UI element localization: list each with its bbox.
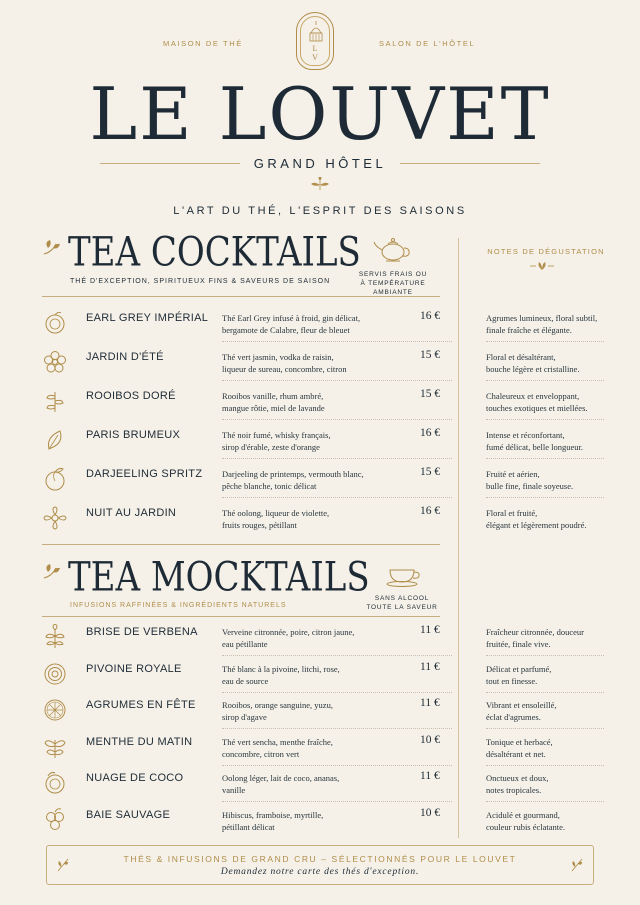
menu-row [42,505,602,543]
drink-price: 16 € [420,505,441,517]
row-dotted-divider [222,419,452,420]
drink-description [222,736,412,760]
drink-description [222,429,412,453]
menu-row [42,697,602,735]
tasting-note-line2: fumé délicat, belle longueur. [486,442,584,452]
tasting-note [486,351,606,375]
leaf-icon [42,427,68,453]
drink-description [222,351,412,375]
drink-description-line1: Verveine citronnée, poire, citron jaune, [222,627,355,637]
drink-description-line2: pêche blanche, tonic délicat [222,481,317,491]
tasting-note-line1: Onctueux et doux, [486,773,549,783]
tasting-note-line2: couleur rubis éclatante. [486,821,566,832]
tasting-note-line2: bouche légère et cristalline. [486,364,580,374]
dome-icon [308,21,324,43]
cocktails-title: TEA COCKTAILS [68,228,361,277]
tasting-note-line1: Vibrant et ensoleillé, [486,700,557,710]
drink-price: 15 € [420,349,441,361]
drink-description-line1: Thé Earl Grey infusé à froid, gin délicat, [222,313,361,323]
menu-row [42,807,602,845]
drink-description-line1: Hibiscus, framboise, myrtille, [222,809,324,820]
tasting-note-line2: notes tropicales. [486,785,542,795]
row-dotted-divider [222,341,452,342]
tasting-note-line2: bulle fine, finale soyeuse. [486,481,574,491]
drink-description-line1: Oolong léger, lait de coco, ananas, [222,773,340,783]
drink-description [222,772,412,796]
drink-description-line1: Thé vert jasmin, vodka de raisin, [222,352,334,362]
menu-row [42,770,602,808]
tasting-note [486,468,606,492]
mocktails-title: TEA MOCKTAILS [68,553,370,602]
tasting-note [486,429,606,453]
coconut-icon [42,770,68,796]
drink-name: EARL GREY IMPÉRIAL [86,312,209,324]
tagline: L'ART DU THÉ, L'ESPRIT DES SAISONS [173,205,467,217]
section-separator [42,544,440,545]
tasting-note [486,699,606,723]
drink-name: NUAGE DE COCO [86,772,184,784]
drink-description [222,507,412,531]
teapot-icon [372,234,414,264]
salon-label: SALON DE L'HÔTEL [379,39,476,48]
drink-price: 15 € [420,466,441,478]
drink-description [222,468,412,492]
footer-line2: Demandez notre carte des thés d'exception. [220,867,420,877]
mocktails-service-line1: SANS ALCOOL [374,595,430,602]
note-dotted-divider [486,497,604,498]
drink-name: NUIT AU JARDIN [86,507,177,519]
drink-description-line2: concombre, citron vert [222,748,300,759]
tasting-note-line2: fruitée, finale vive. [486,639,551,649]
notes-heading: NOTES DE DÉGUSTATION [487,247,605,256]
teacup-icon [384,562,424,588]
note-dotted-divider [486,341,604,342]
flower-icon [42,349,68,375]
drink-price: 11 € [420,660,440,673]
tasting-note-line1: Floral et fruité, [486,508,538,518]
drink-name: MENTHE DU MATIN [86,735,193,748]
menu-row [42,661,602,699]
drink-name: PIVOINE ROYALE [86,662,182,675]
note-dotted-divider [486,655,604,656]
note-dotted-divider [486,728,604,729]
tasting-note [486,626,606,650]
orange-slice-icon [42,697,68,723]
mocktails-subtitle: INFUSIONS RAFFINÉES & INGRÉDIENTS NATURELS [70,602,287,609]
drink-description [222,312,412,336]
crest-letter-v: V [312,53,318,62]
drink-description [222,809,412,833]
drink-description-line2: eau de source [222,675,269,686]
row-dotted-divider [222,458,452,459]
row-dotted-divider [222,801,452,802]
drink-description-line2: liqueur de sureau, concombre, citron [222,364,347,374]
drink-name: PARIS BRUMEUX [86,429,181,441]
berries-icon [42,807,68,833]
note-dotted-divider [486,419,604,420]
drink-description-line1: Thé blanc à la pivoine, litchi, rose, [222,663,340,674]
menu-row [42,734,602,772]
drink-name: BRISE DE VERBENA [86,626,198,638]
drink-description-line2: sirop d'érable, zeste d'orange [222,442,320,452]
drink-description-line2: sirop d'agave [222,712,267,722]
footer-frame [46,845,594,885]
drink-description [222,626,412,650]
drink-price: 15 € [420,388,441,400]
notes-ornament-icon [530,260,554,272]
cocktails-service-line2: À TEMPÉRATURE AMBIANTE [360,280,426,296]
crest-emblem [296,12,334,70]
row-dotted-divider [222,692,452,693]
drink-description-line1: Thé vert sencha, menthe fraîche, [222,736,333,747]
section-leaf-icon [42,562,62,580]
menu-row [42,624,602,662]
mint-icon [42,734,68,760]
row-dotted-divider [222,728,452,729]
tasting-note-line2: éclat d'agrumes. [486,712,541,722]
tasting-note [486,809,606,833]
cocktails-service-note [340,270,446,297]
tasting-note-line1: Délicat et parfumé, [486,663,552,674]
brand-title: LE LOUVET [89,72,551,156]
mocktails-service-note [350,594,454,612]
tasting-note-line1: Acidulé et gourmand, [486,809,560,820]
drink-price: 16 € [420,310,441,322]
tasting-note [486,736,606,760]
leaf-sprig-icon [42,388,68,414]
menu-row [42,310,602,348]
row-dotted-divider [222,655,452,656]
tasting-note [486,507,606,531]
row-dotted-divider [222,380,452,381]
mocktails-rule [42,616,440,617]
tasting-note-line2: élégant et légèrement poudré. [486,520,587,530]
drink-description-line2: fruits rouges, pétillant [222,520,297,530]
drink-description-line1: Rooibos vanille, rhum ambré, [222,391,324,401]
row-dotted-divider [222,497,452,498]
drink-description-line1: Thé noir fumé, whisky français, [222,430,331,440]
tasting-note [486,312,606,336]
menu-row [42,388,602,426]
menu-row [42,427,602,465]
tasting-note-line1: Intense et réconfortant, [486,430,565,440]
drink-name: JARDIN D'ÉTÉ [86,351,164,363]
drink-description-line2: pétillant délicat [222,821,275,832]
menu-row [42,349,602,387]
drink-price: 10 € [420,733,441,746]
footer-line1: THÉS & INFUSIONS DE GRAND CRU – SÉLECTIONNÉS POUR LE LOUVET [123,854,517,864]
tasting-note-line1: Fruité et aérien, [486,469,540,479]
drink-description-line1: Thé oolong, liqueur de violette, [222,508,330,518]
mocktails-service-line2: TOUTE LA SAVEUR [366,604,438,611]
drink-name: BAIE SAUVAGE [86,808,171,821]
note-dotted-divider [486,801,604,802]
note-dotted-divider [486,765,604,766]
drink-name: DARJEELING SPRITZ [86,468,203,480]
peach-icon [42,466,68,492]
drink-description-line1: Darjeeling de printemps, vermouth blanc, [222,469,364,479]
drink-price: 16 € [420,427,441,439]
leaf-ornament-icon [309,177,331,191]
tasting-note-line2: finale fraîche et élégante. [486,325,572,335]
tasting-note-line1: Fraîcheur citronnée, douceur [486,627,584,637]
note-dotted-divider [486,458,604,459]
tasting-note [486,663,606,687]
drink-description-line2: eau pétillante [222,639,268,649]
cocktails-service-line1: SERVIS FRAIS OU [358,271,428,278]
drink-description [222,390,412,414]
tasting-note [486,772,606,796]
blossom-icon [42,505,68,531]
tasting-note-line2: tout en finesse. [486,675,538,686]
drink-price: 11 € [420,770,440,782]
note-dotted-divider [486,380,604,381]
drink-name: ROOIBOS DORÉ [86,390,176,402]
note-dotted-divider [486,692,604,693]
cocktails-rule [42,296,440,297]
crest-letter-l: L [312,44,318,53]
drink-price: 10 € [420,806,441,819]
tasting-note-line1: Floral et désaltérant, [486,352,556,362]
maison-label: MAISON DE THÉ [163,39,243,48]
menu-row [42,466,602,504]
citrus-icon [42,310,68,336]
drink-description [222,663,412,687]
drink-price: 11 € [420,624,440,636]
tasting-note-line1: Chaleureux et enveloppant, [486,391,580,401]
section-leaf-icon [42,238,62,256]
tasting-note [486,390,606,414]
tasting-note-line1: Tonique et herbacé, [486,736,553,747]
drink-description-line2: bergamote de Calabre, fleur de bleuet [222,325,350,335]
verbena-icon [42,624,68,650]
drink-description-line2: vanille [222,785,246,795]
drink-description-line1: Rooibos, orange sanguine, yuzu, [222,700,333,710]
drink-description-line2: mangue rôtie, miel de lavande [222,403,325,413]
peony-icon [42,661,68,687]
tasting-note-line1: Agrumes lumineux, floral subtil, [486,313,598,323]
drink-name: AGRUMES EN FÊTE [86,699,196,711]
drink-description [222,699,412,723]
sub-brand: GRAND HÔTEL [253,156,387,171]
cocktails-subtitle: THÉ D'EXCEPTION, SPIRITUEUX FINS & SAVEURS DE SAISON [70,278,331,285]
tasting-note-line2: touches exotiques et miellées. [486,403,588,413]
tasting-note-line2: désaltérant et net. [486,748,546,759]
drink-price: 11 € [420,697,440,709]
row-dotted-divider [222,765,452,766]
